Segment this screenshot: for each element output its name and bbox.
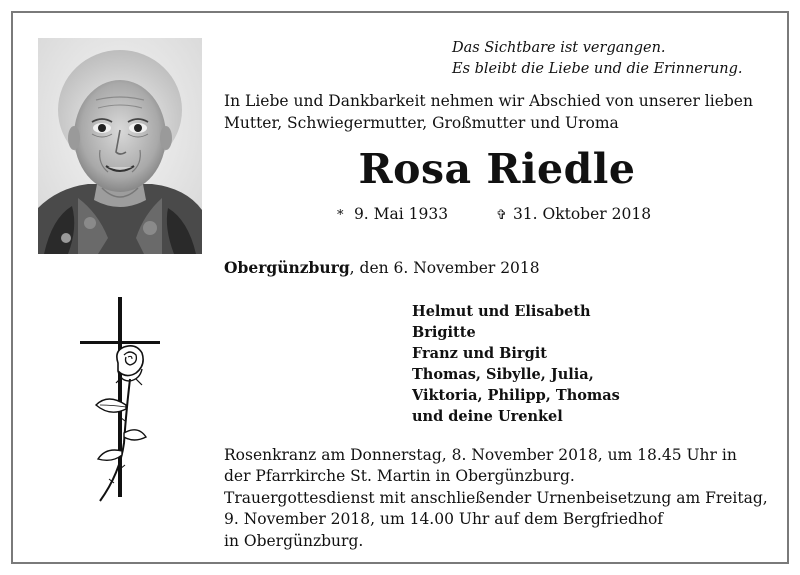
death-date-text: 31. Oktober 2018	[512, 205, 652, 223]
service-line: Rosenkranz am Donnerstag, 8. November 2018, um 18.45 Uhr in	[224, 446, 737, 464]
family-line: Helmut und Elisabeth	[412, 303, 591, 320]
star-icon: *	[337, 208, 344, 223]
service-line: Trauergottesdienst mit anschließender Urnenbeisetzung am Freitag,	[224, 488, 768, 507]
service-line: 9. November 2018, um 14.00 Uhr auf dem Bergfriedhof	[224, 510, 664, 529]
intro-text	[224, 90, 753, 134]
place-date-rest: , den 6. November 2018	[349, 259, 540, 277]
place-date	[224, 257, 540, 279]
motto	[452, 38, 743, 80]
family-line: Viktoria, Philipp, Thomas	[412, 387, 620, 404]
place-name: Obergünzburg	[224, 258, 350, 277]
cross-with-rose-icon	[70, 293, 170, 505]
family-line: Thomas, Sibylle, Julia,	[412, 366, 594, 383]
service-line: der Pfarrkirche St. Martin in Obergünzburg.	[224, 467, 575, 486]
service-info	[224, 445, 768, 552]
service-line: in Obergünzburg.	[224, 531, 364, 550]
birth-date	[337, 203, 448, 227]
cross-icon: ✞	[496, 208, 507, 223]
intro-line-1: In Liebe und Dankbarkeit nehmen wir Abschied von unserer lieben	[224, 92, 753, 110]
deceased-name: Rosa Riedle	[358, 145, 636, 193]
family-list	[412, 301, 620, 427]
family-line: Brigitte	[412, 324, 476, 341]
motto-line-1: Das Sichtbare ist vergangen.	[452, 40, 666, 56]
family-line: Franz und Birgit	[412, 345, 547, 362]
intro-line-2: Mutter, Schwiegermutter, Großmutter und Uroma	[224, 114, 619, 132]
motto-line-2: Es bleibt die Liebe und die Erinnerung.	[452, 61, 743, 77]
birth-date-text: 9. Mai 1933	[353, 205, 449, 223]
family-line: und deine Urenkel	[412, 408, 563, 425]
death-date	[496, 203, 651, 227]
